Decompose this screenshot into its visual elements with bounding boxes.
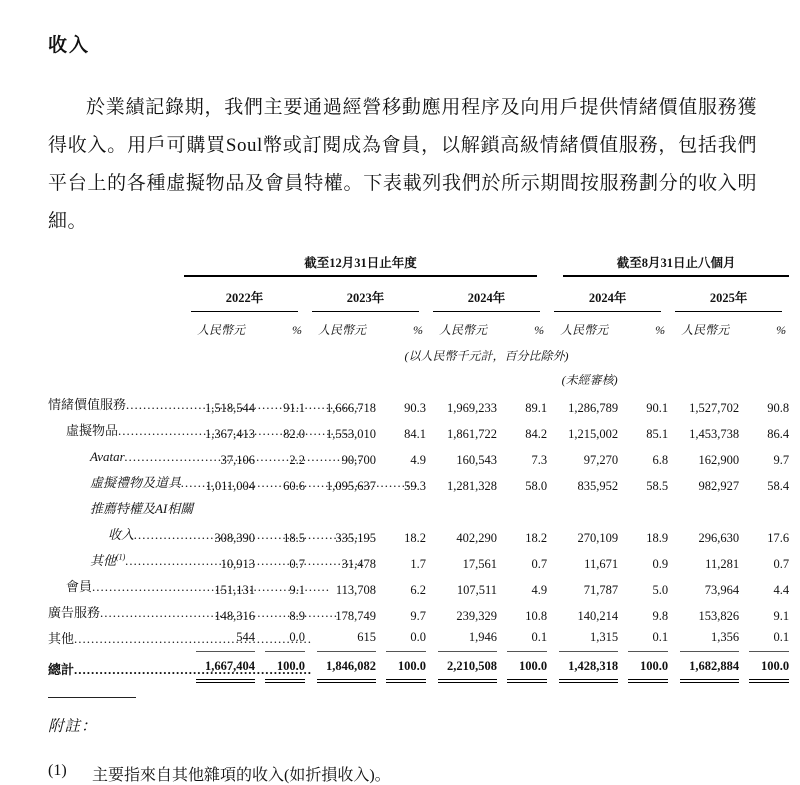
amount-value: 1,286,789 bbox=[568, 401, 619, 415]
dot-leader bbox=[125, 444, 184, 470]
percent-value: 60.6 bbox=[283, 479, 305, 493]
row-label: 推薦特權及AI相關 bbox=[90, 501, 194, 516]
year-header-2025-8m: 2025年 bbox=[675, 288, 782, 312]
amount-value: 982,927 bbox=[698, 479, 740, 493]
amount-value: 153,826 bbox=[698, 609, 740, 623]
table-row bbox=[48, 548, 789, 574]
footnote-item bbox=[48, 762, 756, 785]
row-label: 收入 bbox=[108, 527, 135, 542]
amount-value: 140,214 bbox=[577, 609, 619, 623]
unaudited-note: (未經審核) bbox=[561, 373, 618, 387]
amount-value: 113,708 bbox=[335, 583, 376, 597]
col-group-annual: 截至12月31日止年度 bbox=[184, 253, 537, 277]
year-header-2024: 2024年 bbox=[433, 288, 540, 312]
percent-value: 0.9 bbox=[652, 557, 669, 571]
percent-value: 0.7 bbox=[289, 557, 305, 571]
table-row bbox=[48, 496, 789, 522]
amount-value: 1,095,637 bbox=[326, 479, 376, 493]
percent-value: 58.5 bbox=[646, 479, 669, 493]
unit-note: (以人民幣千元計，百分比除外) bbox=[404, 349, 569, 363]
amount-value: 1,518,544 bbox=[205, 401, 255, 415]
percent-value: 7.3 bbox=[531, 453, 548, 467]
percent-value: 89.1 bbox=[525, 401, 548, 415]
amount-value: 335,195 bbox=[335, 531, 376, 545]
amount-value: 1,861,722 bbox=[447, 427, 497, 441]
percent-value: 84.2 bbox=[525, 427, 548, 441]
table-row bbox=[48, 600, 789, 626]
dot-leader bbox=[100, 600, 184, 626]
percent-value: 0.1 bbox=[749, 627, 789, 652]
dot-leader bbox=[74, 626, 184, 652]
amount-value: 1,367,413 bbox=[205, 427, 255, 441]
percent-value: 90.1 bbox=[646, 401, 669, 415]
amount-value: 148,316 bbox=[214, 609, 255, 623]
percent-value: 86.4 bbox=[767, 427, 790, 441]
percent-value: 90.8 bbox=[767, 401, 790, 415]
table-row bbox=[48, 626, 789, 652]
percent-header: % bbox=[413, 323, 423, 337]
amount-value: 90,700 bbox=[341, 453, 376, 467]
amount-value: 239,329 bbox=[456, 609, 497, 623]
footnote-reference: (1) bbox=[116, 552, 126, 562]
footnote-marker: (1) bbox=[48, 762, 67, 779]
amount-value: 162,900 bbox=[698, 453, 740, 467]
percent-value: 4.9 bbox=[410, 453, 426, 467]
amount-value: 544 bbox=[196, 627, 255, 652]
percent-value: 84.1 bbox=[404, 427, 426, 441]
table-row bbox=[48, 418, 789, 444]
row-label: 情緒價值服務 bbox=[48, 397, 127, 412]
percent-value: 6.8 bbox=[652, 453, 669, 467]
percent-value: 82.0 bbox=[283, 427, 305, 441]
percent-value: 9.1 bbox=[289, 583, 305, 597]
amount-value: 17,561 bbox=[462, 557, 497, 571]
table-row bbox=[48, 444, 789, 470]
row-label: 總計 bbox=[48, 662, 75, 677]
percent-value: 2.2 bbox=[289, 453, 305, 467]
currency-header: 人民幣元 bbox=[560, 323, 609, 337]
percent-value: 100.0 bbox=[507, 656, 547, 683]
intro-paragraph: 於業績記錄期，我們主要通過經營移動應用程序及向用戶提供情緒價值服務獲得收入。用戶可購買Soul幣或訂閱成為會員，以解鎖高級情緒價值服務，包括我們平台上的各種虛擬物品及會員特權。下表載列我們於所示期間按服務劃分的收入明細。 bbox=[48, 97, 757, 232]
row-label: 其他$^{(1)}$ bbox=[90, 552, 126, 568]
percent-header: % bbox=[292, 323, 302, 337]
currency-header: 人民幣元 bbox=[681, 323, 730, 337]
percent-value: 9.8 bbox=[652, 609, 669, 623]
dot-leader bbox=[74, 657, 184, 683]
amount-value: 1,846,082 bbox=[317, 656, 376, 683]
amount-value: 178,749 bbox=[335, 609, 376, 623]
percent-value: 0.7 bbox=[531, 557, 548, 571]
percent-value: 10.8 bbox=[525, 609, 548, 623]
amount-value: 31,478 bbox=[341, 557, 376, 571]
amount-value: 1,315 bbox=[559, 627, 618, 652]
percent-value: 100.0 bbox=[628, 656, 668, 683]
percent-value: 6.2 bbox=[410, 583, 426, 597]
percent-value: 100.0 bbox=[265, 656, 305, 683]
currency-header: 人民幣元 bbox=[318, 323, 367, 337]
amount-value: 160,543 bbox=[456, 453, 497, 467]
year-header-2023: 2023年 bbox=[312, 288, 419, 312]
percent-value: 4.4 bbox=[773, 583, 790, 597]
percent-value: 90.3 bbox=[404, 401, 426, 415]
amount-value: 1,667,404 bbox=[196, 656, 255, 683]
unit-header-row bbox=[48, 312, 789, 338]
percent-header: % bbox=[776, 323, 787, 337]
percent-value: 1.7 bbox=[410, 557, 426, 571]
percent-value: 4.9 bbox=[531, 583, 548, 597]
amount-value: 1,356 bbox=[680, 627, 739, 652]
amount-value: 151,131 bbox=[214, 583, 255, 597]
row-label: 虛擬物品 bbox=[66, 423, 119, 438]
percent-value: 91.1 bbox=[283, 401, 305, 415]
percent-value: 8.9 bbox=[289, 609, 305, 623]
table-row bbox=[48, 652, 789, 683]
amount-value: 270,109 bbox=[577, 531, 619, 545]
percent-value: 100.0 bbox=[749, 656, 789, 683]
amount-value: 107,511 bbox=[456, 583, 497, 597]
percent-value: 17.6 bbox=[767, 531, 790, 545]
dot-leader bbox=[118, 418, 184, 444]
amount-value: 1,527,702 bbox=[689, 401, 740, 415]
amount-value: 1,281,328 bbox=[447, 479, 497, 493]
percent-value: 18.5 bbox=[283, 531, 305, 545]
column-group-header-row bbox=[48, 253, 789, 277]
amount-value: 97,270 bbox=[583, 453, 619, 467]
percent-value: 18.9 bbox=[646, 531, 669, 545]
year-header-2024-8m: 2024年 bbox=[554, 288, 661, 312]
amount-value: 1,428,318 bbox=[559, 656, 618, 683]
dot-leader bbox=[92, 574, 184, 600]
row-label: Avatar bbox=[90, 449, 125, 464]
dot-leader bbox=[181, 470, 184, 496]
amount-value: 296,630 bbox=[698, 531, 740, 545]
percent-value: 18.2 bbox=[404, 531, 426, 545]
percent-value: 0.7 bbox=[773, 557, 790, 571]
amount-value: 73,964 bbox=[704, 583, 740, 597]
percent-value: 0.0 bbox=[386, 627, 426, 652]
unaudited-note-row bbox=[48, 364, 789, 392]
dot-leader bbox=[134, 522, 184, 548]
percent-value: 9.1 bbox=[773, 609, 790, 623]
amount-value: 37,106 bbox=[220, 453, 255, 467]
amount-value: 1,011,004 bbox=[205, 479, 255, 493]
dot-leader bbox=[126, 392, 184, 418]
percent-value: 18.2 bbox=[525, 531, 548, 545]
row-label: 會員 bbox=[66, 579, 93, 594]
percent-value: 58.0 bbox=[525, 479, 548, 493]
percent-value: 58.4 bbox=[767, 479, 790, 493]
amount-value: 402,290 bbox=[456, 531, 497, 545]
row-label: 廣告服務 bbox=[48, 605, 101, 620]
percent-value: 0.1 bbox=[628, 627, 668, 652]
page-title: 收入 bbox=[48, 35, 91, 56]
footnotes-heading: 附註： bbox=[48, 718, 98, 735]
percent-header: % bbox=[655, 323, 666, 337]
revenue-table-body bbox=[48, 392, 789, 683]
amount-value: 1,946 bbox=[438, 627, 497, 652]
amount-value: 615 bbox=[317, 627, 376, 652]
dot-leader bbox=[125, 548, 184, 574]
amount-value: 1,215,002 bbox=[568, 427, 619, 441]
percent-header: % bbox=[534, 323, 545, 337]
footnote-text: 主要指來自其他雜項的收入(如折損收入)。 bbox=[92, 767, 391, 784]
year-header-row bbox=[48, 277, 789, 312]
amount-value: 1,666,718 bbox=[326, 401, 376, 415]
table-row bbox=[48, 470, 789, 496]
percent-value: 9.7 bbox=[773, 453, 790, 467]
percent-value: 9.7 bbox=[410, 609, 426, 623]
amount-value: 11,281 bbox=[705, 557, 740, 571]
amount-value: 1,969,233 bbox=[447, 401, 497, 415]
percent-value: 59.3 bbox=[404, 479, 426, 493]
amount-value: 835,952 bbox=[577, 479, 619, 493]
row-label: 其他 bbox=[48, 631, 75, 646]
percent-value: 100.0 bbox=[386, 656, 426, 683]
amount-value: 308,390 bbox=[214, 531, 255, 545]
amount-value: 10,913 bbox=[220, 557, 255, 571]
table-row bbox=[48, 574, 789, 600]
percent-value: 85.1 bbox=[646, 427, 669, 441]
amount-value: 2,210,508 bbox=[438, 656, 497, 683]
percent-value: 5.0 bbox=[652, 583, 669, 597]
currency-header: 人民幣元 bbox=[439, 323, 488, 337]
row-label: 虛擬禮物及道具 bbox=[90, 475, 182, 490]
footnote-divider bbox=[48, 697, 136, 698]
amount-value: 1,682,884 bbox=[680, 656, 739, 683]
table-row bbox=[48, 392, 789, 418]
amount-value: 1,453,738 bbox=[689, 427, 740, 441]
col-group-eight-months: 截至8月31日止八個月 bbox=[563, 253, 789, 277]
table-row bbox=[48, 522, 789, 548]
amount-value: 11,671 bbox=[584, 557, 619, 571]
currency-header: 人民幣元 bbox=[197, 323, 246, 337]
amount-value: 1,553,010 bbox=[326, 427, 376, 441]
year-header-2022: 2022年 bbox=[191, 288, 298, 312]
percent-value: 0.0 bbox=[265, 627, 305, 652]
amount-value: 71,787 bbox=[583, 583, 619, 597]
revenue-table bbox=[48, 253, 789, 683]
percent-value: 0.1 bbox=[507, 627, 547, 652]
unit-note-row bbox=[48, 338, 789, 364]
